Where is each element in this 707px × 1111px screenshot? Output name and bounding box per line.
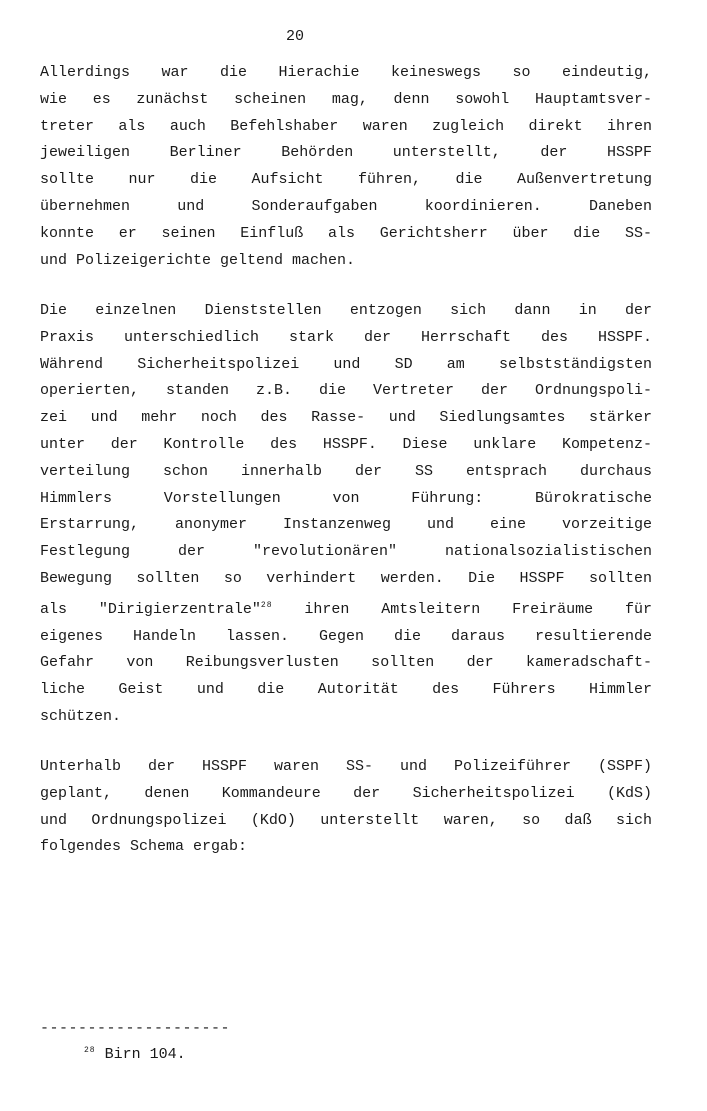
paragraph-3 (40, 754, 652, 861)
text-line: treter als auch Befehlshaber waren zugleich direkt ihren (40, 117, 652, 135)
text-line: jeweiligen Berliner Behörden unterstellt, der HSSPF (40, 144, 652, 162)
paragraph-2 (40, 298, 652, 731)
text-line: Himmlers Vorstellungen von Führung: Bürokratische (40, 489, 652, 507)
text-line: und Polizeigerichte geltend machen. (40, 251, 356, 269)
page-number: 20 (285, 28, 304, 45)
footnote-reference: 28 (260, 600, 273, 610)
text-line: unter der Kontrolle des HSSPF. Diese unklare Kompetenz- (40, 435, 652, 453)
text-line: liche Geist und die Autorität des Führers Himmler (40, 681, 652, 699)
text-line: eigenes Handeln lassen. Gegen die daraus resultierende (40, 627, 652, 645)
footnote-text: Birn 104. (104, 1046, 186, 1063)
text-line: Gefahr von Reibungsverlusten sollten der kameradschaft- (40, 654, 652, 672)
text-line: Die einzelnen Dienststellen entzogen sich dann in der (40, 302, 652, 319)
text-line: folgendes Schema ergab: (40, 838, 248, 856)
text-segment: als "Dirigierzentrale" (40, 600, 261, 618)
text-line: operierten, standen z.B. die Vertreter der Ordnungspoli- (40, 382, 652, 400)
text-line: Praxis unterschiedlich stark der Herrschaft des HSSPF. (40, 328, 652, 346)
text-line: Unterhalb der HSSPF waren SS- und Polizeiführer (SSPF) (40, 758, 652, 775)
paragraph-1 (40, 60, 652, 274)
text-line: Festlegung der "revolutionären" nationalsozialistischen (40, 543, 652, 561)
text-line: schützen. (40, 707, 122, 725)
text-line: geplant, denen Kommandeure der Sicherheitspolizei (KdS) (40, 784, 652, 802)
footnote (84, 1046, 186, 1063)
text-line: und Ordnungspolizei (KdO) unterstellt waren, so daß sich (40, 811, 652, 829)
text-line: wie es zunächst scheinen mag, denn sowohl Hauptamtsver- (40, 90, 652, 108)
text-line: verteilung schon innerhalb der SS entsprach durchaus (40, 462, 652, 480)
text-segment: ihren Amtsleitern Freiräume für (272, 600, 652, 618)
text-line: zei und mehr noch des Rasse- und Siedlungsamtes stärker (40, 409, 652, 427)
text-line: Allerdings war die Hierachie keineswegs so eindeutig, (40, 64, 652, 81)
text-line-with-footnote-ref (40, 593, 652, 624)
text-line: sollte nur die Aufsicht führen, die Außenvertretung (40, 171, 652, 189)
text-line: Bewegung sollten so verhindert werden. Die HSSPF sollten (40, 569, 652, 587)
text-line: konnte er seinen Einfluß als Gerichtsherr über die SS- (40, 224, 652, 242)
footnote-separator: -------------------- (40, 1020, 231, 1037)
footnote-marker: 28 (84, 1046, 96, 1055)
text-line: übernehmen und Sonderaufgaben koordinieren. Daneben (40, 197, 652, 215)
text-line: Erstarrung, anonymer Instanzenweg und eine vorzeitige (40, 516, 652, 534)
text-line: Während Sicherheitspolizei und SD am selbstständigsten (40, 355, 652, 373)
